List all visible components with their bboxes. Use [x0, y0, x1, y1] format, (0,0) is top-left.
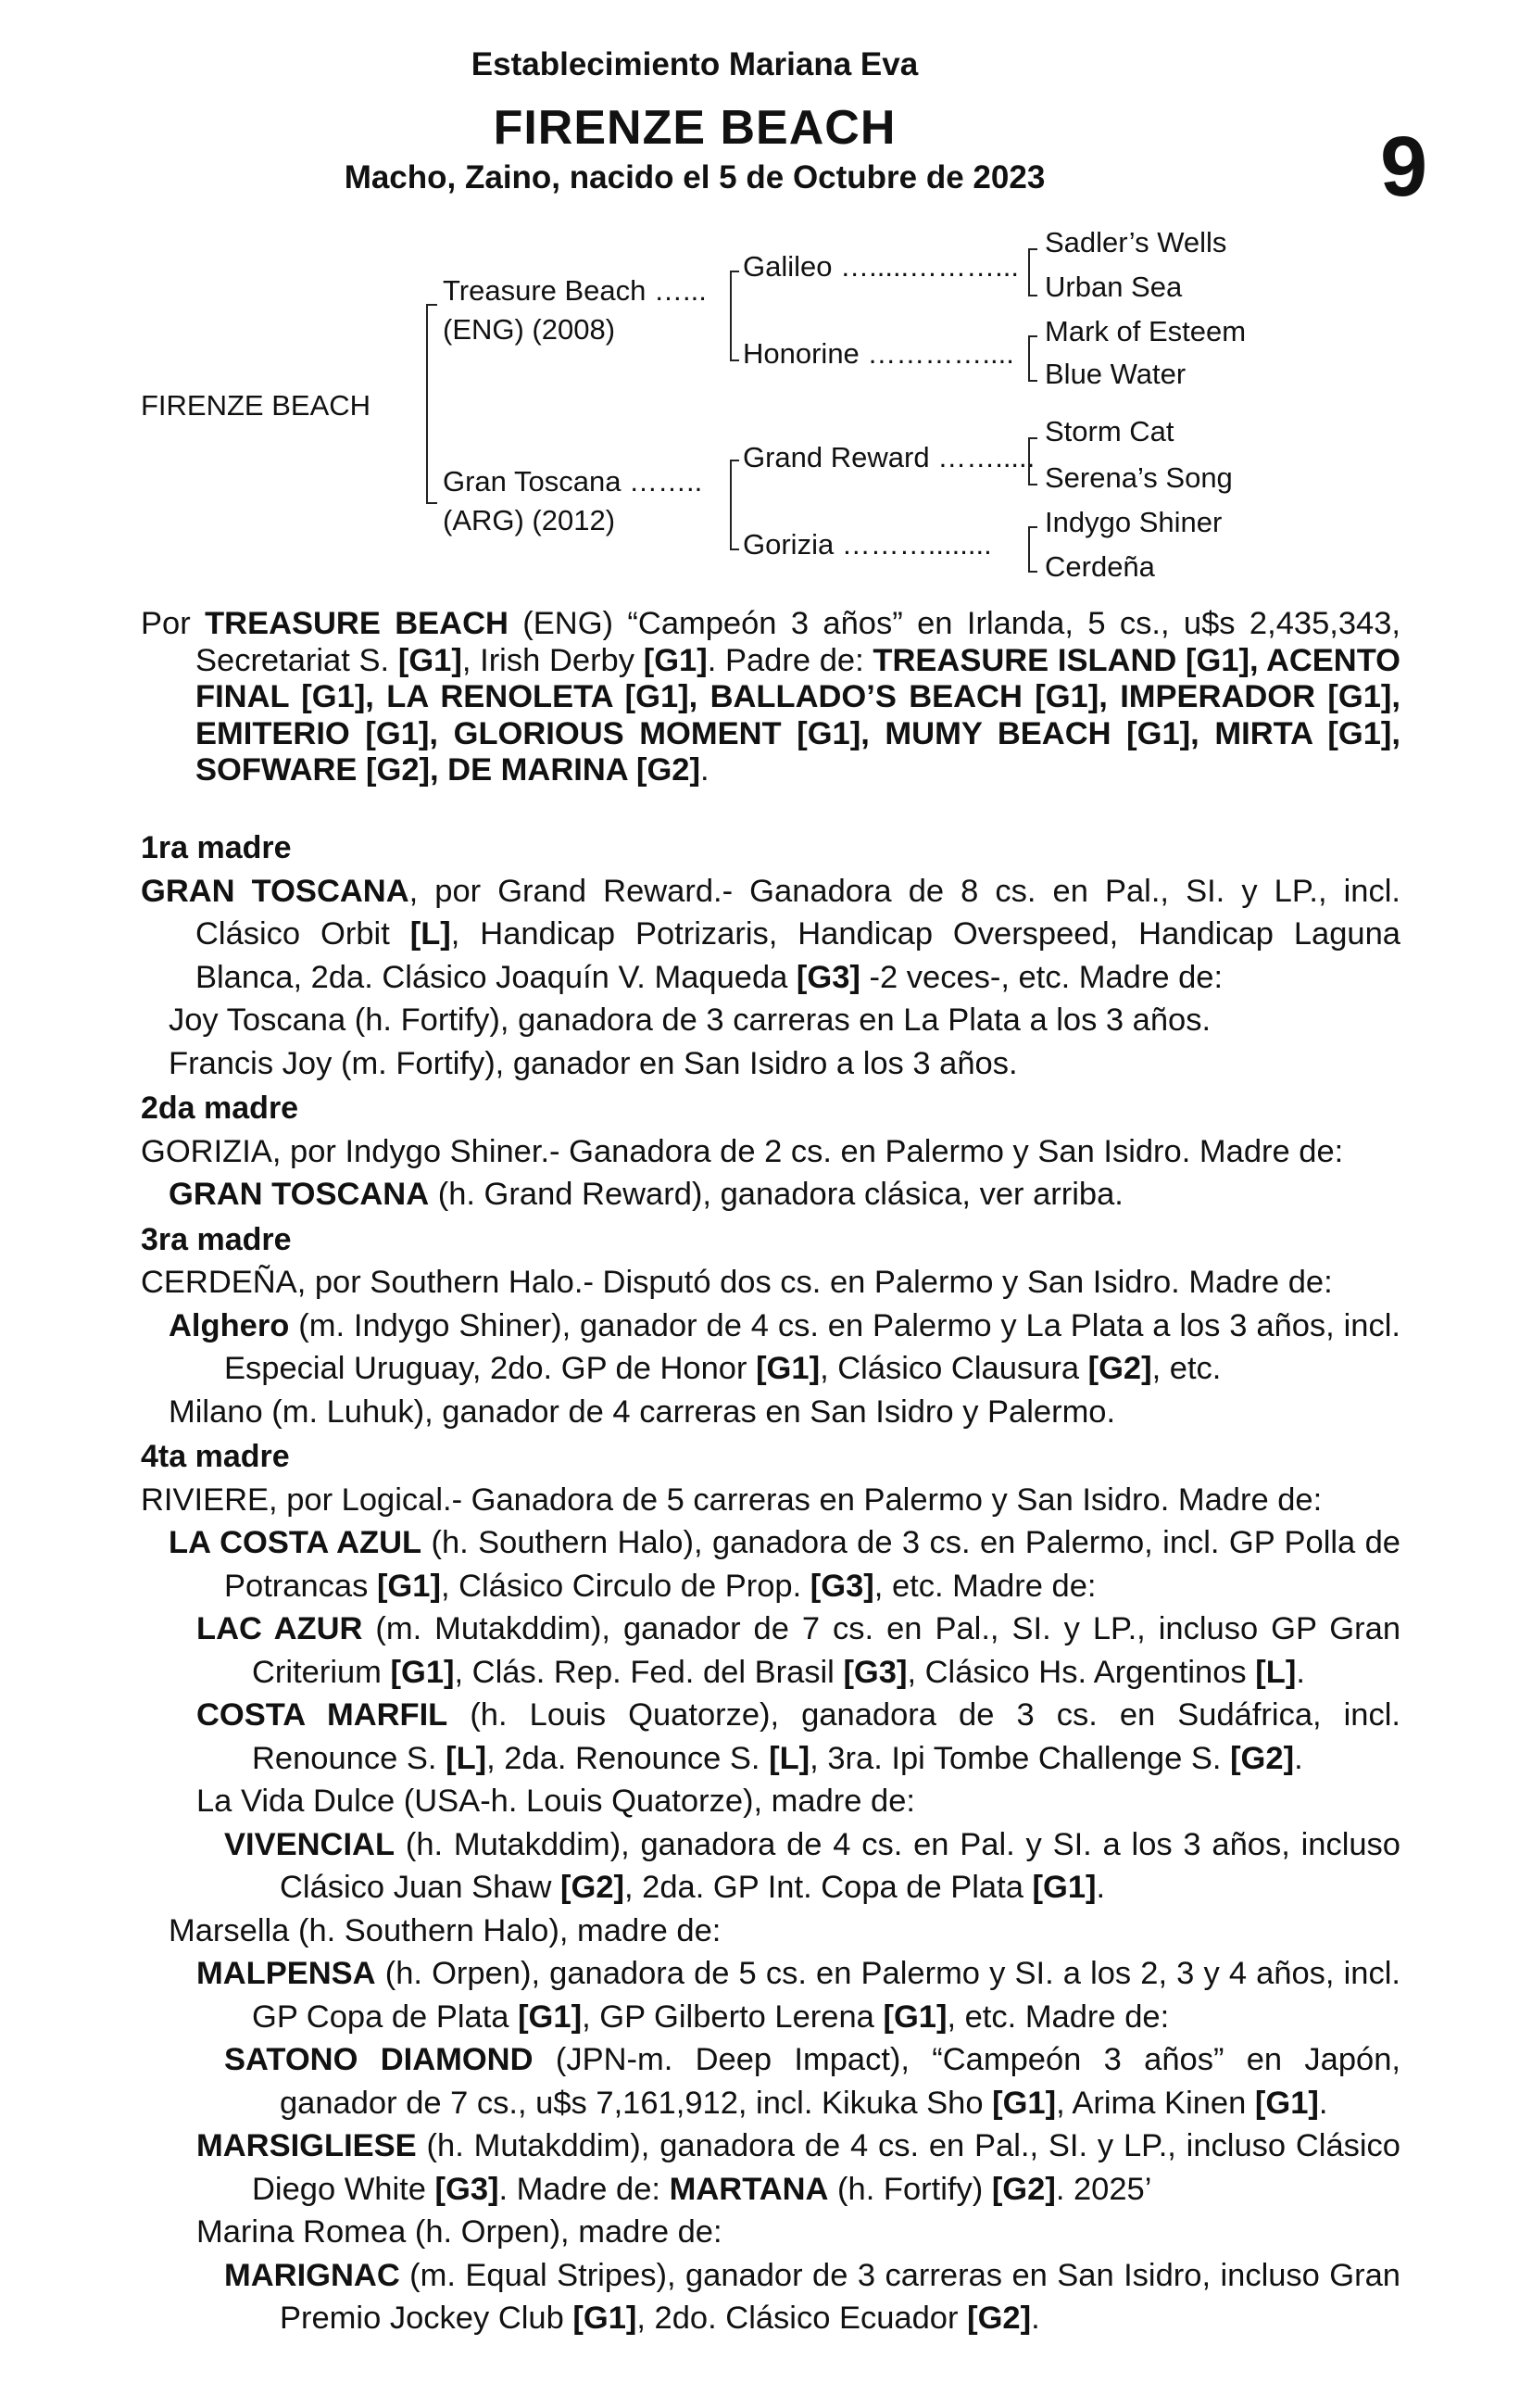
produce-text: , etc. — [1151, 1351, 1222, 1386]
pedigree-ds: Grand Reward ……..... — [743, 441, 1036, 473]
grade-badge: [G1] — [376, 1568, 441, 1604]
sire-text: . — [699, 752, 709, 788]
pedigree-dss: Storm Cat — [1045, 415, 1174, 448]
produce-text: (h. Louis Quatorze), ganadora de 3 cs. en Sudáfrica, incl. Renounce S. — [252, 1697, 1400, 1776]
produce-name: MARTANA — [669, 2171, 829, 2207]
produce-text: , 2do. Clásico Ecuador — [636, 2301, 959, 2336]
sire-section — [141, 606, 1400, 789]
produce-text: , 3ra. Ipi Tombe Challenge S. — [810, 1740, 1222, 1776]
grade-badge: [G2] — [1230, 1740, 1295, 1776]
pedigree-ddd: Cerdeña — [1045, 550, 1155, 583]
produce-line — [141, 2038, 1400, 2124]
produce-line — [141, 1607, 1400, 1694]
grade-badge: [G1] — [572, 2301, 637, 2336]
produce-line — [141, 2124, 1400, 2211]
produce-line — [141, 1305, 1400, 1391]
sire-intro: Por — [141, 606, 191, 641]
bracket-dam — [730, 460, 739, 550]
pedigree-subject: FIRENZE BEACH — [141, 389, 371, 422]
sire-paragraph — [141, 606, 1400, 789]
produce-line: Francis Joy (m. Fortify), ganador en San Isidro a los 3 años. — [169, 1045, 1018, 1081]
produce-name: MALPENSA — [196, 1956, 376, 1991]
produce-line — [141, 1173, 1400, 1217]
produce-text: . 2025’ — [1055, 2171, 1152, 2207]
produce-text: , GP Gilberto Lerena — [582, 1998, 874, 2035]
dam2-line: GORIZIA, por Indygo Shiner.- Ganadora de 2 cs. en Palermo y San Isidro. Madre de: — [141, 1133, 1344, 1169]
grade-badge: [G1] — [390, 1654, 455, 1690]
grade-badge: [G2] — [560, 1870, 624, 1905]
dam4-heading: 4ta madre — [141, 1439, 290, 1474]
bracket-sire — [730, 271, 739, 361]
grade-badge: [G2] — [1087, 1351, 1152, 1386]
produce-line: La Vida Dulce (USA-h. Louis Quatorze), madre de: — [196, 1784, 915, 1819]
dam4-line: RIVIERE, por Logical.- Ganadora de 5 carreras en Palermo y San Isidro. Madre de: — [141, 1481, 1323, 1518]
sire-offspring-list: TREASURE ISLAND [G1], ACENTO FINAL [G1], LA RENOLETA [G1], BALLADO’S BEACH [G1], IMPERADOR [G1], EMITERIO [G1], GLORIOUS MOMENT [G1], MUMY BEACH [G1], MIRTA [G1], SOFWARE [G2], DE MARINA [G2] — [195, 642, 1401, 788]
produce-name: MARSIGLIESE — [196, 2128, 417, 2163]
produce-line: Marsella (h. Southern Halo), madre de: — [169, 1912, 722, 1948]
grade-badge: [L] — [1255, 1654, 1297, 1690]
grade-badge: [G1] — [1032, 1870, 1097, 1905]
dam3-heading: 3ra madre — [141, 1221, 292, 1257]
produce-text: (h. Grand Reward), ganadora clásica, ver arriba. — [429, 1177, 1124, 1212]
dam1-heading: 1ra madre — [141, 830, 292, 865]
grade-badge: [L] — [409, 916, 451, 952]
sire-name: TREASURE BEACH — [205, 606, 509, 641]
bracket-gen1 — [426, 304, 437, 504]
dam3-line: CERDEÑA, por Southern Halo.- Disputó dos cs. en Palermo y San Isidro. Madre de: — [141, 1265, 1333, 1300]
produce-name: VIVENCIAL — [224, 1826, 396, 1862]
produce-text: (h. Mutakddim), ganadora de 4 cs. en Pal. y SI. a los 3 años, incluso Clásico Juan Shaw — [280, 1826, 1400, 1905]
produce-text: (m. Equal Stripes), ganador de 3 carreras en San Isidro, incluso Gran Premio Jockey Club — [280, 2257, 1400, 2336]
dam-name: GRAN TOSCANA — [141, 873, 409, 909]
produce-name: MARIGNAC — [224, 2257, 400, 2293]
grade-badge: [G1] — [397, 642, 462, 678]
bracket-sd — [1028, 335, 1037, 382]
bracket-ss — [1028, 248, 1037, 296]
grade-badge: [G1] — [518, 1998, 583, 2035]
grade-badge: [G3] — [843, 1654, 908, 1690]
dam-text: , por Grand Reward.- Ganadora de 8 cs. en Pal., SI. y LP., incl. Clásico Orbit — [195, 873, 1400, 952]
produce-name: Alghero — [169, 1307, 290, 1343]
pedigree-dam-origin: (ARG) (2012) — [443, 504, 616, 536]
produce-name: SATONO DIAMOND — [224, 2042, 534, 2077]
produce-text: , etc. Madre de: — [873, 1568, 1097, 1604]
grade-badge: [G1] — [756, 1351, 821, 1386]
produce-text: . — [1294, 1740, 1303, 1776]
pedigree-sdd: Blue Water — [1045, 358, 1187, 390]
produce-text: (m. Mutakddim), ganador de 7 cs. en Pal., SI. y LP., incluso GP Gran Criterium — [252, 1611, 1401, 1690]
pedigree-dds: Indygo Shiner — [1045, 506, 1223, 538]
produce-text: . — [1096, 1870, 1106, 1905]
family-section — [141, 826, 1400, 2340]
produce-text: . — [1296, 1654, 1305, 1690]
pedigree-dsd: Serena’s Song — [1045, 461, 1233, 494]
pedigree-sss: Sadler’s Wells — [1045, 226, 1227, 258]
produce-text: , Clásico Clausura — [820, 1351, 1080, 1386]
produce-text: , etc. Madre de: — [947, 1998, 1170, 2035]
produce-text: (h. Orpen), ganadora de 5 cs. en Palermo y SI. a los 2, 3 y 4 años, incl. GP Copa de Plata — [252, 1956, 1400, 2035]
dam1-paragraph — [141, 870, 1400, 1000]
produce-line — [141, 2254, 1400, 2340]
grade-badge: [G3] — [434, 2171, 499, 2207]
produce-text: . Madre de: — [498, 2171, 661, 2207]
sire-text: , Irish Derby — [461, 642, 634, 678]
dam-text: , Handicap Potrizaris, Handicap Overspeed, Handicap Laguna Blanca, 2da. Clásico Joaquín V. Maqueda — [195, 916, 1400, 995]
produce-text: (m. Indygo Shiner), ganador de 4 cs. en Palermo y La Plata a los 3 años, incl. Especial Uruguay, 2do. GP de Honor — [224, 1307, 1400, 1386]
sire-text: . Padre de: — [707, 642, 864, 678]
produce-name: COSTA MARFIL — [196, 1697, 448, 1733]
produce-line — [141, 1521, 1400, 1607]
bracket-dd — [1028, 526, 1037, 573]
grade-badge: [G1] — [1254, 2085, 1319, 2121]
produce-line: Milano (m. Luhuk), ganador de 4 carreras en San Isidro y Palermo. — [169, 1393, 1116, 1430]
produce-name: LAC AZUR — [196, 1611, 363, 1646]
horse-subtitle: Macho, Zaino, nacido el 5 de Octubre de 2023 — [344, 159, 1046, 195]
produce-text: , Arima Kinen — [1056, 2085, 1247, 2121]
grade-badge: [G1] — [992, 2085, 1057, 2121]
produce-text: (JPN-m. Deep Impact), “Campeón 3 años” en Japón, ganador de 7 cs., u$s 7,161,912, incl. Kikuka Sho — [280, 2042, 1400, 2121]
produce-text: (h. Southern Halo), ganadora de 3 cs. en Palermo, incl. GP Polla de Potrancas — [224, 1525, 1400, 1604]
sire-description: (ENG) “Campeón 3 años” en Irlanda, 5 cs., u$s 2,435,343, Secretariat S. — [195, 606, 1401, 678]
bracket-ds — [1028, 437, 1037, 485]
produce-text: , Clás. Rep. Fed. del Brasil — [454, 1654, 835, 1690]
produce-text: . — [1031, 2301, 1040, 2336]
produce-text: (h. Fortify) — [828, 2171, 984, 2207]
dam2-heading: 2da madre — [141, 1091, 299, 1126]
produce-text: , Clásico Circulo de Prop. — [440, 1568, 802, 1604]
horse-name-title: FIRENZE BEACH — [493, 101, 897, 155]
pedigree-sd: Honorine ………….... — [743, 337, 1014, 370]
pedigree-dam: Gran Toscana …….. — [443, 465, 703, 498]
produce-text: , Clásico Hs. Argentinos — [907, 1654, 1247, 1690]
pedigree-sire-origin: (ENG) (2008) — [443, 313, 616, 346]
produce-text: . — [1318, 2085, 1328, 2121]
produce-line: Marina Romea (h. Orpen), madre de: — [196, 2214, 722, 2250]
produce-text: (h. Mutakddim), ganadora de 4 cs. en Pal., SI. y LP., incluso Clásico Diego White — [252, 2128, 1400, 2207]
grade-badge: [G2] — [991, 2171, 1056, 2207]
pedigree-ssd: Urban Sea — [1045, 271, 1183, 303]
produce-name: LA COSTA AZUL — [169, 1525, 422, 1560]
pedigree-sds: Mark of Esteem — [1045, 315, 1247, 347]
grade-badge: [G1] — [883, 1998, 948, 2035]
produce-line — [141, 1952, 1400, 2038]
produce-line — [141, 1823, 1400, 1910]
pedigree-sire: Treasure Beach …... — [443, 274, 707, 307]
produce-name: GRAN TOSCANA — [169, 1177, 430, 1212]
grade-badge: [G2] — [967, 2301, 1032, 2336]
establishment-name: Establecimiento Mariana Eva — [471, 46, 919, 82]
produce-text: , 2da. GP Int. Copa de Plata — [624, 1870, 1023, 1905]
produce-text: , 2da. Renounce S. — [486, 1740, 760, 1776]
grade-badge: [G3] — [810, 1568, 874, 1604]
produce-line: Joy Toscana (h. Fortify), ganadora de 3 carreras en La Plata a los 3 años. — [169, 1002, 1212, 1038]
pedigree-dd: Gorizia ………........ — [743, 528, 992, 561]
lot-number: 9 — [1380, 120, 1428, 214]
grade-badge: [G3] — [796, 959, 860, 995]
grade-badge: [L] — [769, 1740, 810, 1776]
dam-text: -2 veces-, etc. Madre de: — [860, 959, 1224, 995]
grade-badge: [L] — [446, 1740, 487, 1776]
pedigree-ss: Galileo ….....………... — [743, 250, 1020, 283]
produce-line — [141, 1694, 1400, 1780]
grade-badge: [G1] — [643, 642, 708, 678]
